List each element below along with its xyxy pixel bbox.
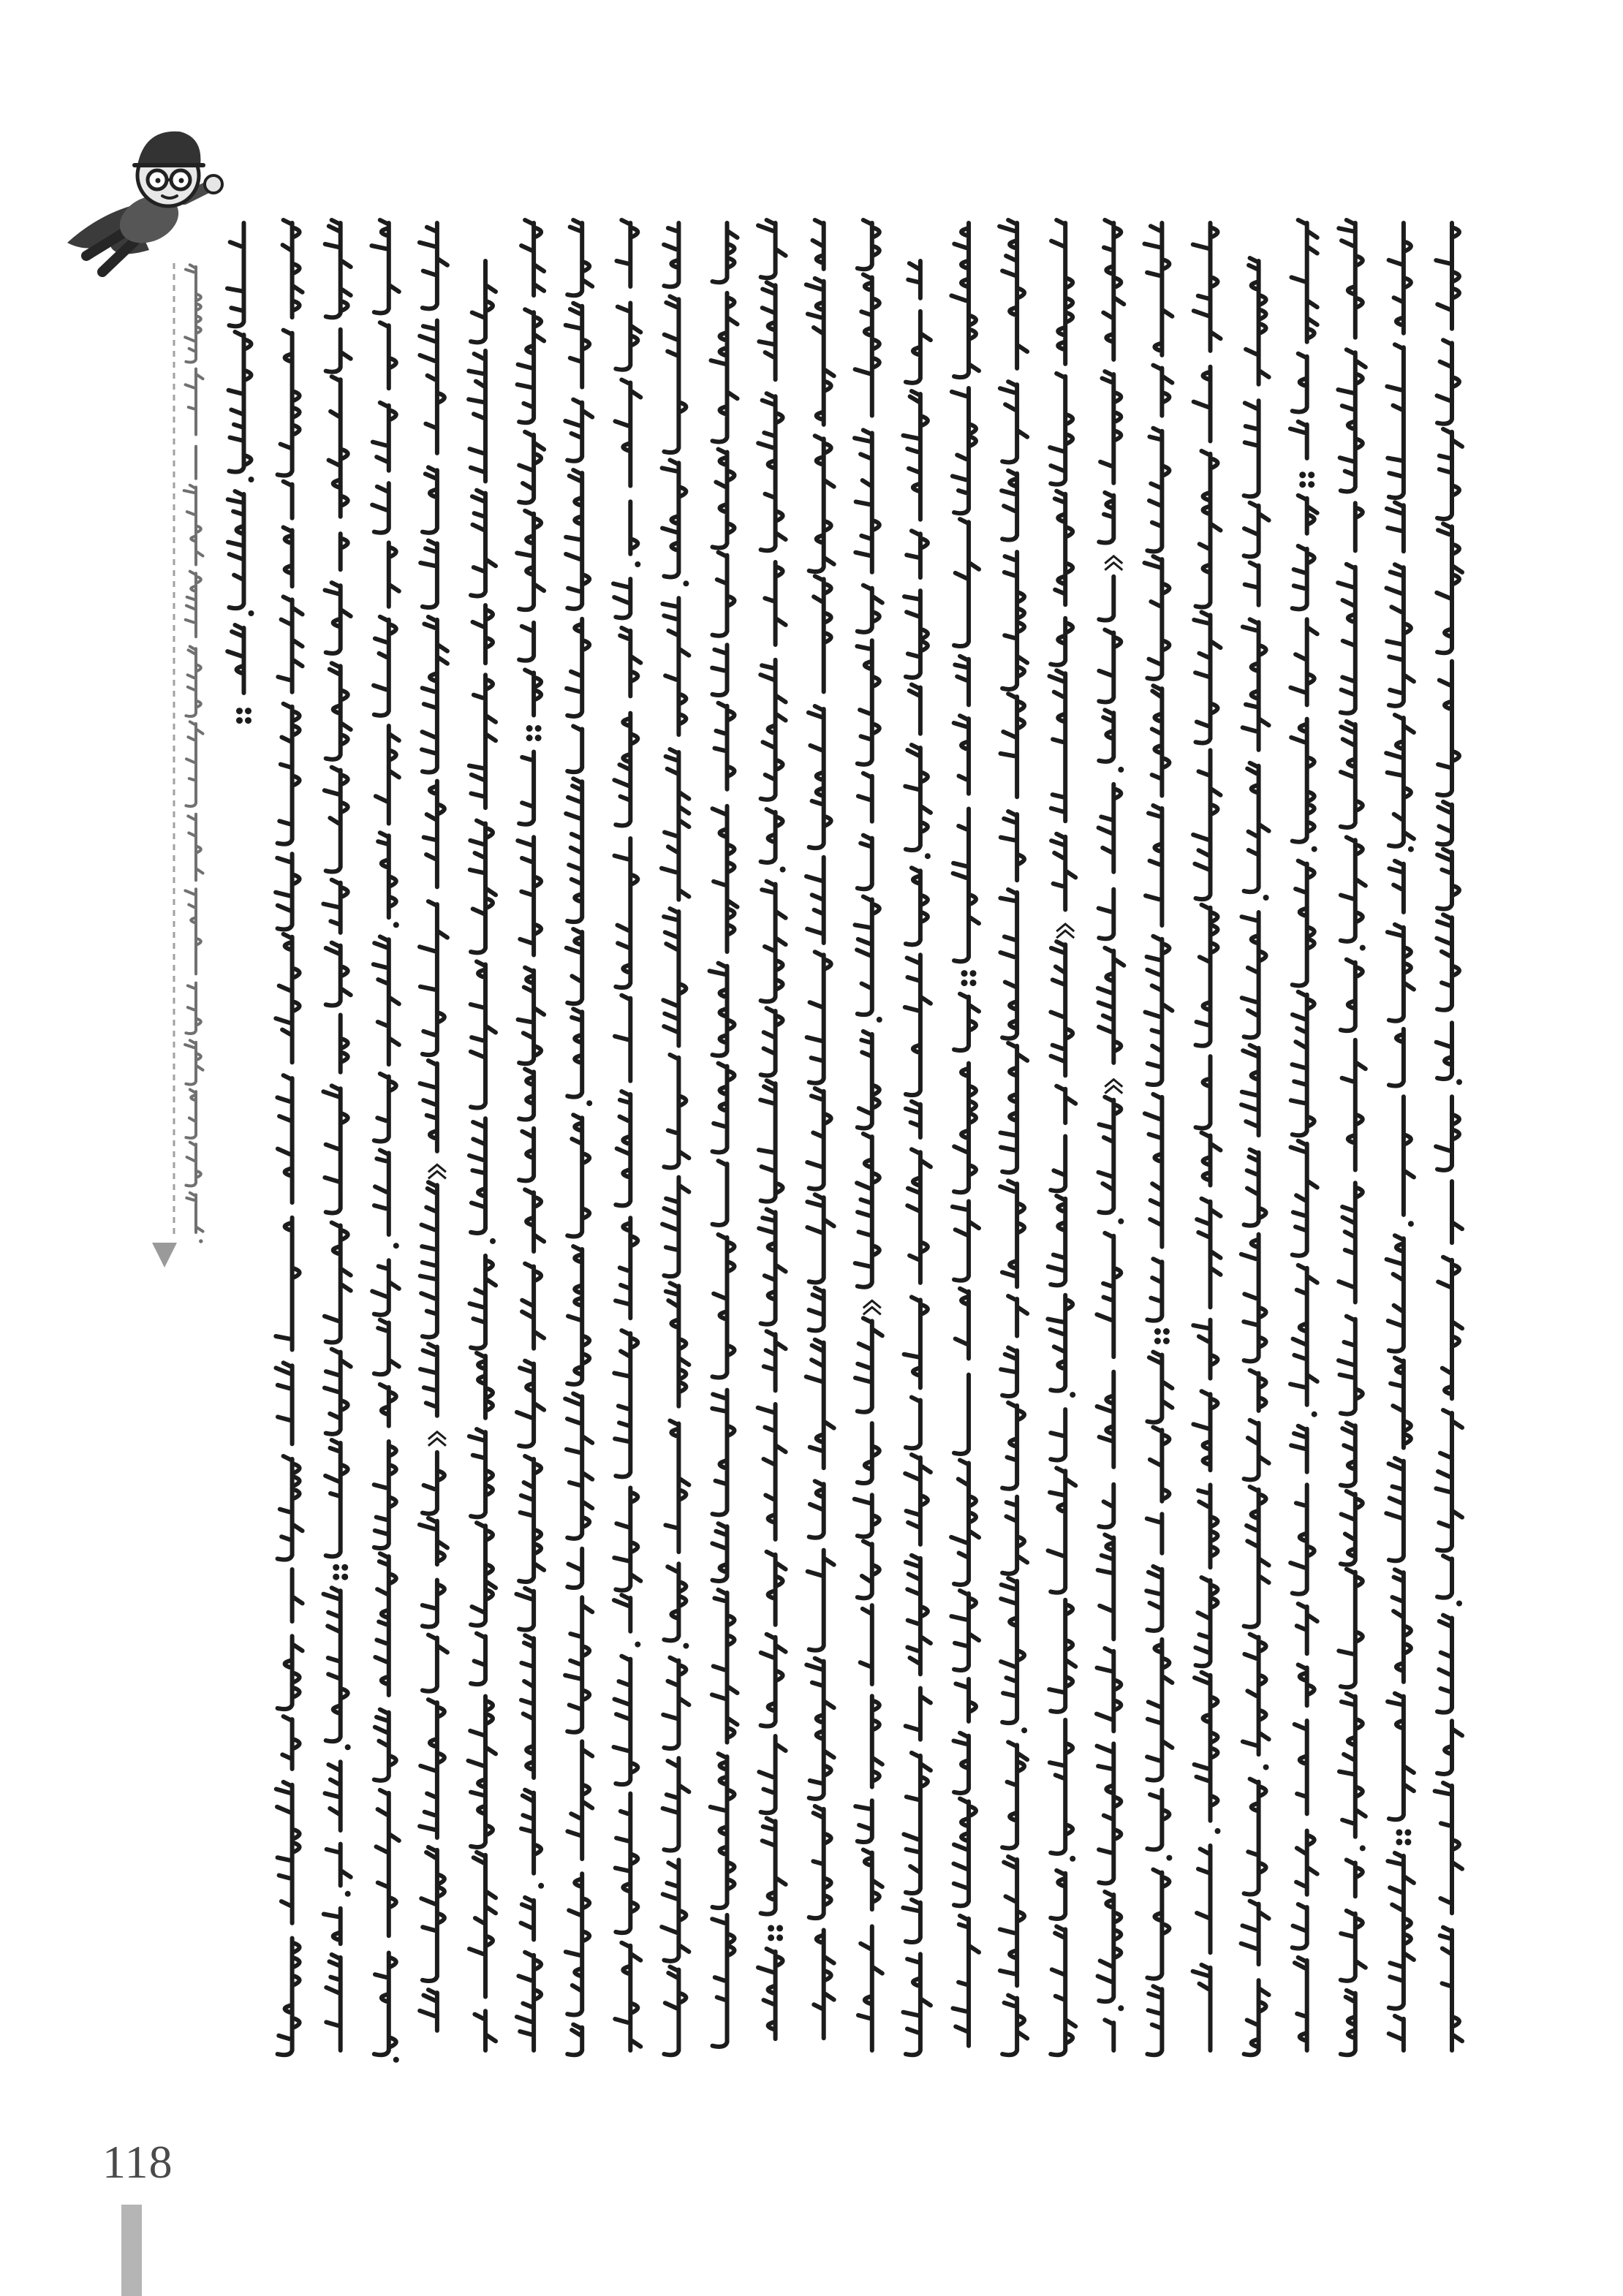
comma-mark [345, 1891, 351, 1897]
comma-mark [1312, 846, 1317, 852]
full-stop-mark [245, 717, 251, 724]
full-stop-mark [1396, 1829, 1402, 1835]
comma-mark [925, 853, 931, 859]
comma-mark [538, 1883, 544, 1889]
comma-mark [877, 1017, 882, 1023]
text-column [420, 223, 447, 2031]
script-strokes [184, 265, 203, 1232]
full-stop-mark [961, 970, 968, 977]
full-stop-mark [535, 725, 542, 732]
script-strokes [999, 220, 1027, 2055]
full-stop-mark [1163, 1328, 1170, 1335]
script-strokes [903, 261, 931, 2055]
full-stop-mark [970, 980, 977, 986]
comma-mark [1263, 1765, 1269, 1770]
text-column [323, 220, 350, 2050]
script-strokes [758, 220, 786, 2039]
script-strokes [1097, 220, 1124, 2050]
text-column [951, 223, 979, 2046]
text-column [758, 220, 786, 2039]
quote-bracket-mark [863, 1300, 881, 1314]
script-strokes [227, 223, 251, 693]
full-stop-mark [1308, 481, 1314, 488]
script-strokes [1290, 220, 1317, 2050]
text-column [1048, 220, 1075, 2055]
full-stop-mark [333, 1564, 339, 1571]
script-strokes [1338, 220, 1366, 2055]
comma-mark [1166, 1855, 1172, 1861]
text-column [999, 220, 1027, 2055]
full-stop-mark [245, 708, 251, 714]
full-stop-mark [341, 1574, 348, 1580]
full-stop-mark [236, 717, 243, 724]
full-stop-mark [961, 980, 968, 986]
script-strokes [1435, 223, 1462, 2050]
comma-mark [635, 1642, 640, 1648]
full-stop-mark [1154, 1338, 1161, 1344]
script-strokes [710, 223, 738, 2047]
comma-mark [683, 580, 689, 586]
comma-mark [1070, 1856, 1075, 1862]
quote-bracket-mark [1056, 924, 1074, 938]
comma-mark [1408, 1221, 1414, 1227]
script-strokes [855, 220, 882, 2050]
full-stop-mark [535, 735, 542, 741]
text-column [565, 220, 592, 2055]
quote-bracket-mark [428, 1432, 446, 1446]
full-stop-mark [1299, 481, 1306, 488]
running-header-text [184, 265, 203, 1243]
full-stop-mark [333, 1574, 339, 1580]
script-strokes [951, 223, 979, 2046]
full-stop-mark [236, 708, 243, 714]
comma-mark [1360, 1845, 1366, 1851]
comma-mark [1312, 1412, 1317, 1417]
script-strokes [323, 220, 350, 2050]
comma-mark [1263, 895, 1269, 901]
script-strokes [1241, 258, 1269, 2055]
text-column [371, 220, 398, 2063]
comma-mark [1118, 1219, 1124, 1224]
script-strokes [613, 220, 640, 2050]
text-column [710, 223, 738, 2047]
full-stop-mark [1154, 1328, 1161, 1335]
script-strokes [420, 223, 447, 2031]
script-strokes [516, 220, 544, 2050]
full-stop-mark [776, 1934, 783, 1941]
text-column [613, 220, 640, 2050]
quote-bracket-mark [1105, 556, 1122, 570]
comma-mark [249, 477, 254, 482]
text-column [469, 261, 496, 2050]
text-column [855, 220, 882, 2050]
comma-mark [1118, 767, 1124, 773]
comma-mark [1070, 1392, 1075, 1398]
comma-mark [1118, 2005, 1124, 2011]
script-strokes [469, 261, 496, 2050]
comma-mark [1408, 846, 1414, 852]
flying-boy-mascot-icon [67, 132, 222, 272]
script-strokes [276, 220, 303, 2055]
body-text [227, 220, 1462, 2063]
footer-bar [121, 2205, 142, 2296]
text-column [1193, 223, 1221, 2050]
comma-mark [683, 1643, 689, 1649]
full-stop-mark [526, 735, 533, 741]
running-header [184, 265, 203, 1243]
script-strokes [662, 223, 689, 2055]
full-stop-mark [1404, 1838, 1411, 1845]
comma-mark [490, 1238, 496, 1244]
comma-mark [393, 2057, 399, 2063]
comma-mark [249, 610, 254, 616]
comma-mark [393, 1243, 399, 1249]
comma-mark [635, 561, 640, 567]
page-number: 118 [102, 2136, 173, 2188]
text-column [1145, 223, 1173, 2055]
comma-mark [199, 1239, 203, 1243]
comma-mark [586, 1100, 592, 1106]
text-column [1338, 220, 1366, 2055]
text-column [1241, 258, 1269, 2055]
text-column [227, 223, 254, 724]
full-stop-mark [776, 1925, 783, 1931]
text-column [806, 220, 834, 2038]
text-column [1290, 220, 1317, 2050]
full-stop-mark [1308, 471, 1314, 478]
full-stop-mark [1163, 1338, 1170, 1344]
script-strokes [1193, 223, 1221, 2050]
full-stop-mark [526, 725, 533, 732]
text-column [276, 220, 303, 2055]
full-stop-mark [1299, 471, 1306, 478]
text-column [662, 223, 689, 2055]
comma-mark [1456, 1079, 1462, 1085]
full-stop-mark [970, 970, 977, 977]
quote-bracket-mark [428, 1164, 446, 1178]
triangle-arrow-icon [152, 1243, 177, 1268]
text-column [516, 220, 544, 2050]
script-strokes [565, 220, 592, 2055]
full-stop-mark [1404, 1829, 1411, 1835]
comma-mark [1021, 1727, 1027, 1733]
comma-mark [1360, 945, 1366, 951]
comma-mark [780, 867, 786, 873]
script-strokes [1048, 220, 1075, 2055]
full-stop-mark [768, 1934, 774, 1941]
script-strokes [1386, 223, 1414, 2050]
comma-mark [393, 922, 399, 928]
text-column [903, 261, 931, 2055]
quote-bracket-mark [1105, 1080, 1122, 1094]
comma-mark [1215, 1828, 1221, 1834]
comma-mark [345, 1744, 351, 1750]
script-strokes [806, 220, 834, 2038]
script-strokes [371, 220, 398, 2055]
full-stop-mark [341, 1564, 348, 1571]
full-stop-mark [1396, 1838, 1402, 1845]
text-column [1097, 220, 1124, 2050]
full-stop-mark [768, 1925, 774, 1931]
text-column [1386, 223, 1414, 2050]
script-strokes [1145, 223, 1173, 2055]
comma-mark [1456, 1601, 1462, 1607]
text-column [1435, 223, 1462, 2050]
